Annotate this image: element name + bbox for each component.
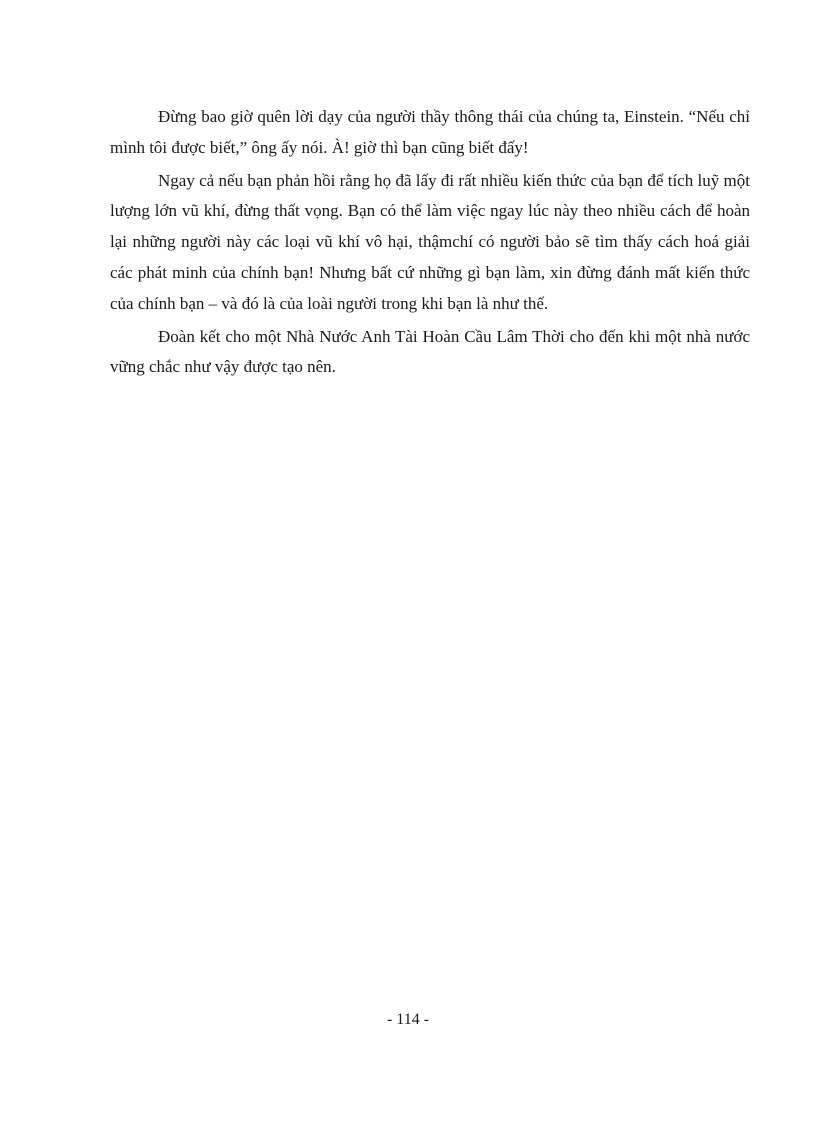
paragraph-2: Ngay cả nếu bạn phản hồi rằng họ đã lấy đi rất nhiều kiến thức của bạn để tích luỹ một lượng lớn vũ khí, đừng thất vọng. Bạn có thể làm việc ngay lúc này theo nhiều cách để hoàn lại những người này các loại vũ khí vô hại, thậmchí có người bảo sẽ tìm thấy cách hoá giải các phát minh của chính bạn! Nhưng bất cứ những gì bạn làm, xin đừng đánh mất kiến thức của chính bạn – và đó là của loài người trong khi bạn là như thế. <box>110 170 750 313</box>
body-text <box>110 102 750 385</box>
paragraph-3: Đoàn kết cho một Nhà Nước Anh Tài Hoàn Cầu Lâm Thời cho đến khi một nhà nước vững chắc như vậy được tạo nên. <box>110 326 750 377</box>
paragraph-1: Đừng bao giờ quên lời dạy của người thầy thông thái của chúng ta, Einstein. “Nếu chỉ mình tôi được biết,” ông ấy nói. À! giờ thì bạn cũng biết đấy! <box>110 107 750 157</box>
page-number: - 114 - <box>386 1011 430 1028</box>
